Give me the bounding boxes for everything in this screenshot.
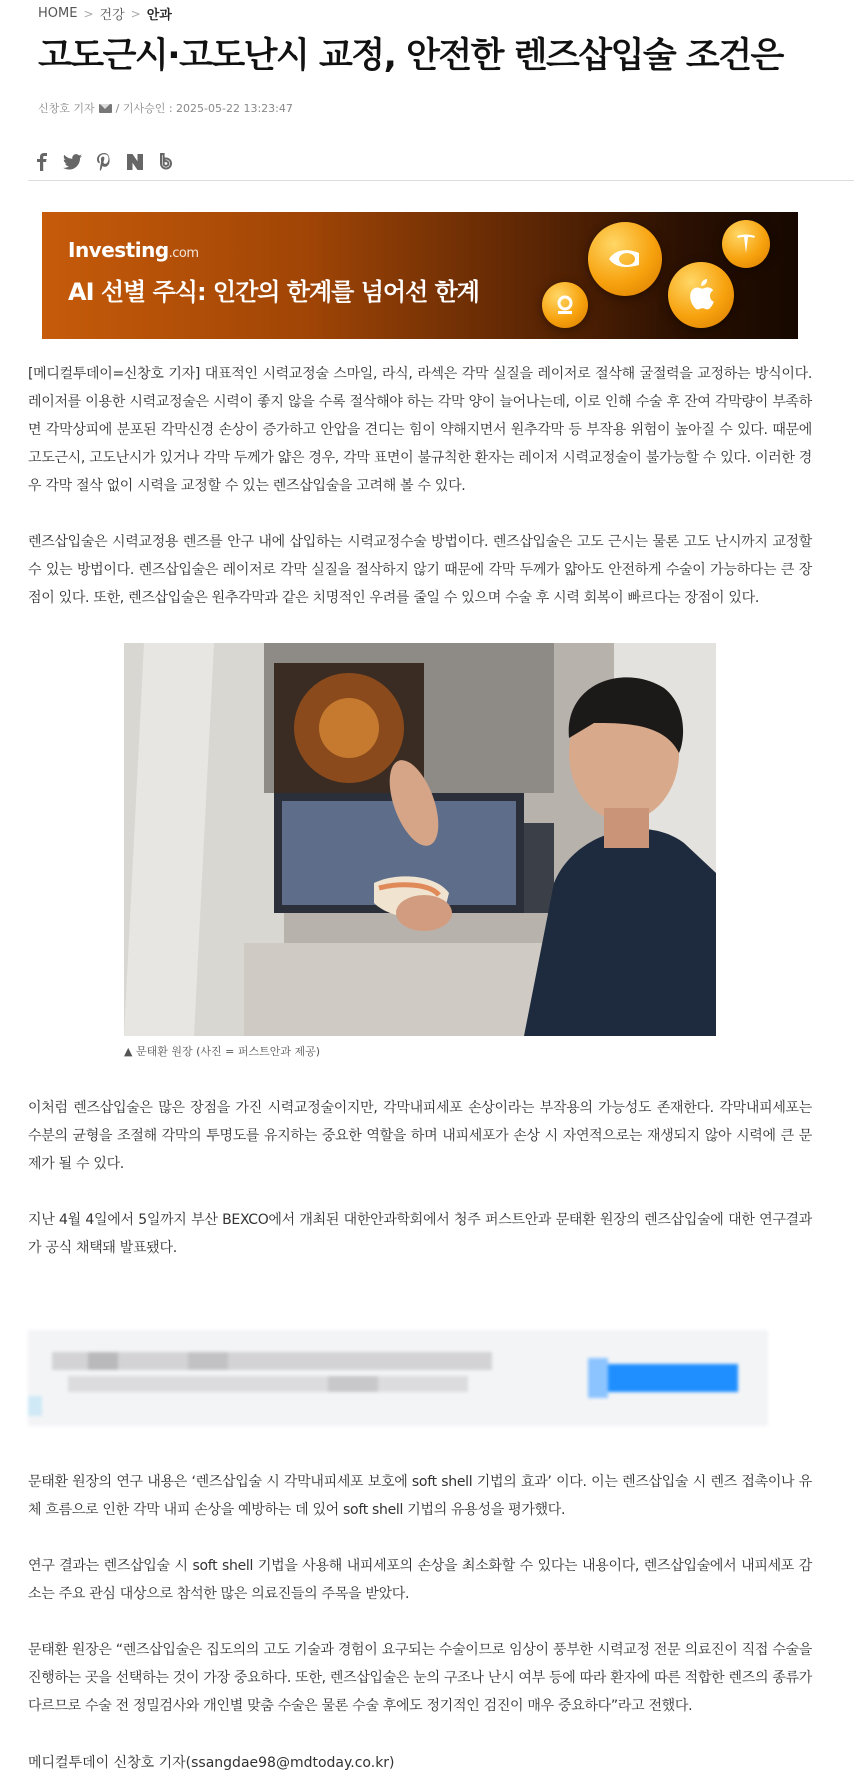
ad-headline: AI 선별 주식: 인간의 한계를 넘어선 한계 xyxy=(68,278,479,306)
breadcrumb-separator: > xyxy=(130,6,141,21)
article-paragraph: [메디컬투데이=신창호 기자] 대표적인 시력교정술 스마일, 라식, 라섹은 각막 실질을 레이저로 절삭해 굴절력을 교정하는 방식이다. 레이저를 이용한 시력교정술은 시력이 좋지 않을 수록 절삭해야 하는 각막 양이 늘어나는데, 이로 인해 수술 후 잔여 각막량이 부족하면 각막상피에 분포된 각막신경 손상이 증가하고 안압을 견디는 힘이 약해지면서 원추각막 등 부작용 위험이 높아질 수 있다. 때문에 고도근시, 고도난시가 있거나 각막 두께가 얇은 경우, 각막 표면이 불규칙한 환자는 레이저 시력교정술이 불가능할 수 있다. 이러한 경우 각막 절삭 없이 시력을 교정할 수 있는 렌즈삽입술을 고려해 볼 수 있다. xyxy=(28,366,812,494)
apple-coin-icon xyxy=(668,262,734,328)
band-icon[interactable] xyxy=(156,152,175,171)
reporter-signature: 메디컬투데이 신창호 기자(ssangdae98@mdtoday.co.kr) xyxy=(28,1755,395,1771)
article-paragraph: 이처럼 렌즈삽입술은 많은 장점을 가진 시력교정술이지만, 각막내피세포 손상이라는 부작용의 가능성도 존재한다. 각막내피세포는 수분의 균형을 조절해 각막의 투명도를 유지하는 중요한 역할을 하며 내피세포가 손상 시 자연적으로는 재생되지 않아 시력에 큰 문제가 될 수 있다. xyxy=(28,1100,812,1172)
blurred-ad-banner[interactable] xyxy=(28,1330,768,1426)
article-paragraph: 렌즈삽입술은 시력교정용 렌즈를 안구 내에 삽입하는 시력교정수술 방법이다. 렌즈삽입술은 고도 근시는 물론 고도 난시까지 교정할 수 있는 방법이다. 렌즈삽입술은 레이저로 각막 실질을 절삭하지 않기 때문에 각막 두께가 얇아도 안전하게 수술이 가능하다는 큰 장점이 있다. 또한, 렌즈삽입술은 원추각막과 같은 치명적인 우려를 줄일 수 있으며 수술 후 시력 회복이 빠르다는 장점이 있다. xyxy=(28,534,812,606)
article-paragraph: 연구 결과는 렌즈삽입술 시 soft shell 기법을 사용해 내피세포의 손상을 최소화할 수 있다는 내용이다, 렌즈삽입술에서 내피세포 감소는 주요 관심 대상으로 참석한 많은 의료진들의 주목을 받았다. xyxy=(28,1558,812,1602)
article-title: 고도근시·고도난시 교정, 안전한 렌즈삽입술 조건은 xyxy=(38,36,783,76)
tesla-coin-icon xyxy=(722,220,770,268)
breadcrumb-home[interactable]: HOME xyxy=(38,6,78,21)
share-bar xyxy=(32,152,175,171)
header-divider xyxy=(28,180,854,181)
breadcrumb xyxy=(38,4,172,23)
breadcrumb-section[interactable]: 건강 xyxy=(99,8,125,23)
facebook-icon[interactable] xyxy=(32,152,51,171)
approved-date: / 기사승인 : 2025-05-22 13:23:47 xyxy=(115,102,293,115)
breadcrumb-current[interactable]: 안과 xyxy=(146,8,172,23)
coin-icon xyxy=(542,282,588,328)
byline xyxy=(38,100,293,116)
reporter-name: 신창호 기자 xyxy=(38,102,95,115)
breadcrumb-separator: > xyxy=(83,6,94,21)
pinterest-icon[interactable] xyxy=(94,152,113,171)
article-photo[interactable] xyxy=(124,643,716,1036)
mail-icon[interactable] xyxy=(99,104,112,113)
article-paragraph: 지난 4월 4일에서 5일까지 부산 BEXCO에서 개최된 대한안과학회에서 청주 퍼스트안과 문태환 원장의 렌즈삽입술에 대한 연구결과가 공식 채택돼 발표됐다. xyxy=(28,1212,812,1256)
photo-caption: ▲ 문태환 원장 (사진 = 퍼스트안과 제공) xyxy=(124,1045,321,1058)
nvidia-coin-icon xyxy=(588,222,662,296)
naver-icon[interactable] xyxy=(125,152,144,171)
twitter-icon[interactable] xyxy=(63,152,82,171)
ad-banner[interactable] xyxy=(42,212,798,339)
article-paragraph: 문태환 원장의 연구 내용은 ‘렌즈삽입술 시 각막내피세포 보호에 soft shell 기법의 효과’ 이다. 이는 렌즈삽입술 시 렌즈 접촉이나 유체 흐름으로 인한 각막 내피 손상을 예방하는 데 있어 soft shell 기법의 유용성을 평가했다. xyxy=(28,1474,812,1518)
article-paragraph: 문태환 원장은 “렌즈삽입술은 집도의의 고도 기술과 경험이 요구되는 수술이므로 임상이 풍부한 시력교정 전문 의료진이 직접 수술을 진행하는 곳을 선택하는 것이 가장 중요하다. 또한, 렌즈삽입술은 눈의 구조나 난시 여부 등에 따라 환자에 따른 적합한 렌즈의 종류가 다르므로 수술 전 정밀검사와 개인별 맞춤 수술은 물론 수술 후에도 정기적인 검진이 매우 중요하다”라고 전했다. xyxy=(28,1642,812,1714)
ad-brand: Investing.com xyxy=(68,238,199,262)
